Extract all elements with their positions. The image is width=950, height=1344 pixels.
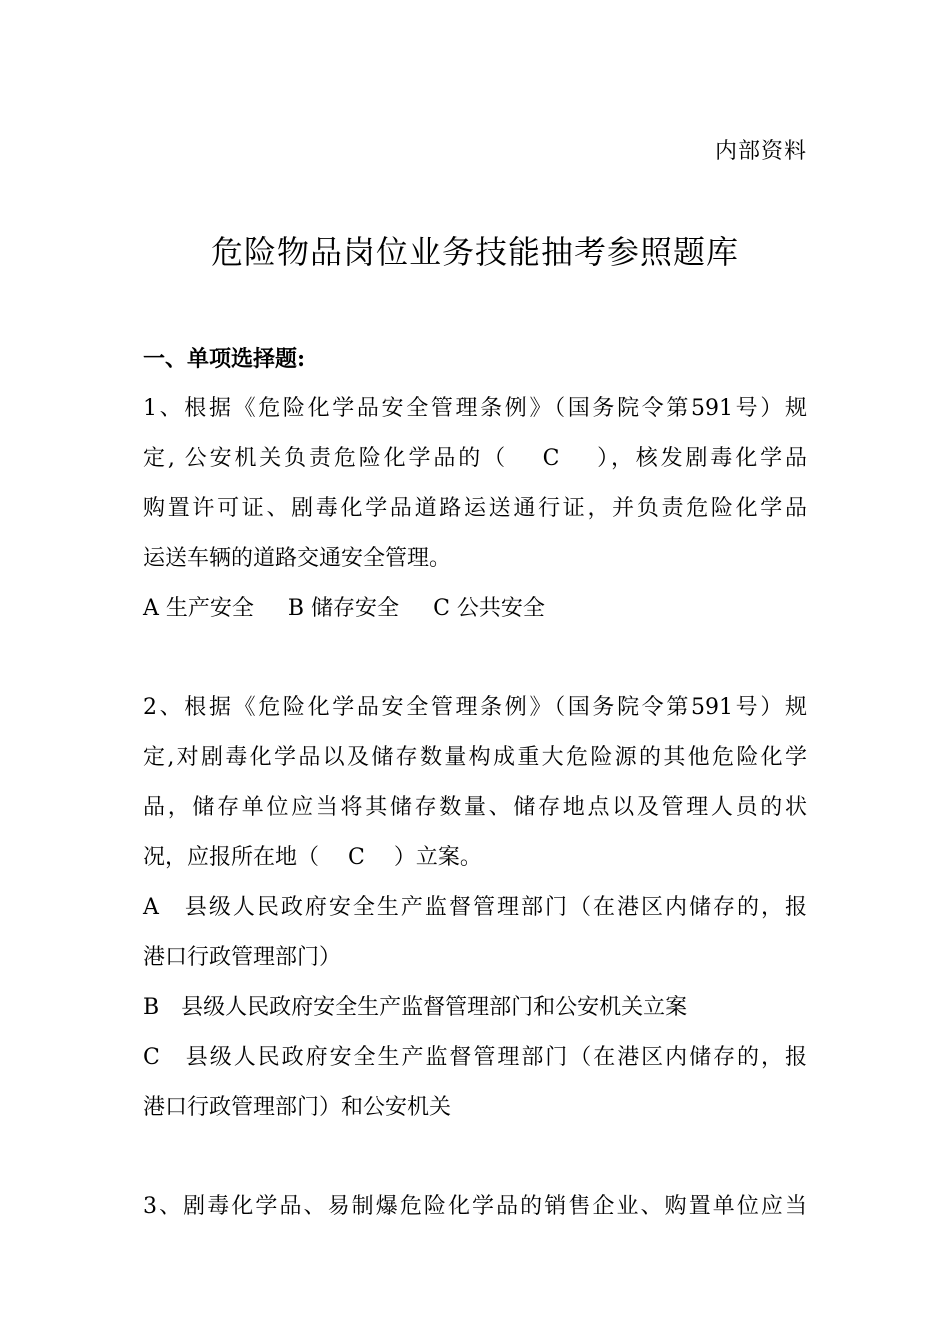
question-text-line: 品，储存单位应当将其储存数量、储存地点以及管理人员的状 [143, 795, 807, 820]
option-c: C 公共安全 [433, 596, 545, 621]
question-text-line: 定, 公安机关负责危险化学品的（ C ），核发剧毒化学品 [143, 446, 807, 471]
option-a: A 生产安全 [143, 596, 254, 621]
question-text-line: 3、剧毒化学品、易制爆危险化学品的销售企业、购置单位应当 [143, 1194, 807, 1219]
confidential-label: 内部资料 [714, 139, 807, 164]
question-2 [143, 683, 807, 1133]
question-text-line: 2、根据《危险化学品安全管理条例》（国务院令第591号）规 [143, 695, 807, 720]
question-1 [143, 384, 807, 634]
question-text-line: 1、根据《危险化学品安全管理条例》（国务院令第591号）规 [143, 396, 807, 421]
document-title: 危险物品岗位业务技能抽考参照题库 [210, 233, 739, 271]
option-c-continued: 港口行政管理部门）和公安机关 [143, 1095, 452, 1120]
option-b: B 储存安全 [287, 596, 400, 621]
question-text-line: 定,对剧毒化学品以及储存数量构成重大危险源的其他危险化学 [143, 745, 807, 770]
option-b: B 县级人民政府安全生产监督管理部门和公安机关立案 [143, 995, 688, 1020]
question-text-line: 购置许可证、剧毒化学品道路运送通行证，并负责危险化学品 [143, 496, 807, 521]
question-text-line: 运送车辆的道路交通安全管理。 [143, 546, 452, 571]
option-a: A 县级人民政府安全生产监督管理部门（在港区内储存的，报 [143, 895, 807, 920]
question-3 [143, 1182, 807, 1232]
question-options [143, 584, 807, 634]
option-c: C 县级人民政府安全生产监督管理部门（在港区内储存的，报 [143, 1045, 807, 1070]
question-text-line: 况，应报所在地（ C ）立案。 [143, 845, 482, 870]
section-heading: 一、单项选择题: [143, 346, 306, 372]
document-body [143, 334, 807, 1232]
option-a-continued: 港口行政管理部门） [143, 945, 342, 970]
